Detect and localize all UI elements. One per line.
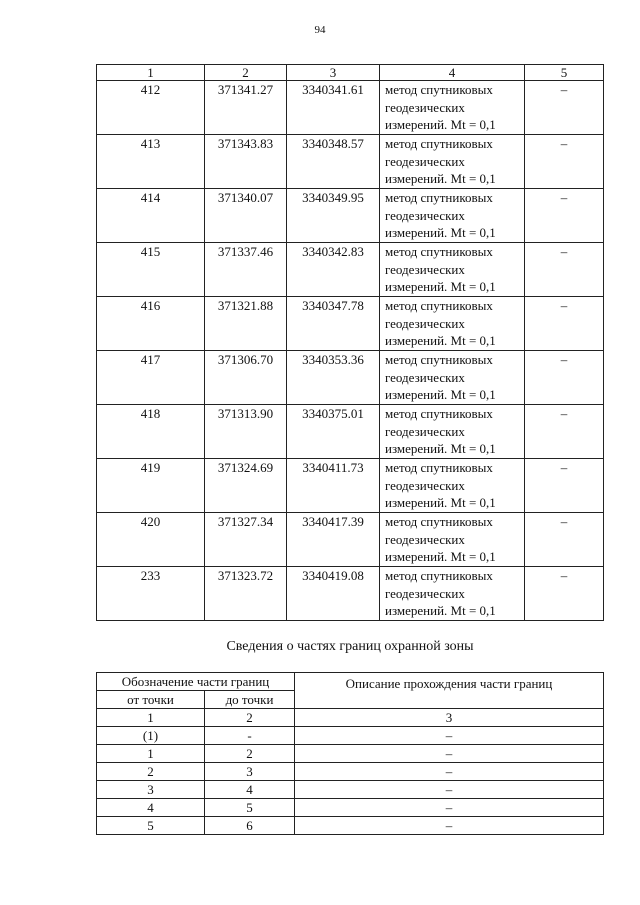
method-line: метод спутниковых (385, 406, 493, 421)
description-cell: – (295, 727, 604, 745)
point-number-cell: 413 (97, 135, 205, 189)
column-number: 3 (295, 709, 604, 727)
coordinates-header-row (97, 65, 604, 81)
y-coordinate-cell: 3340342.83 (287, 243, 380, 297)
method-line: геодезических (385, 261, 465, 277)
table-row (97, 243, 604, 297)
x-coordinate-cell: 371341.27 (205, 81, 287, 135)
point-number-cell: 416 (97, 297, 205, 351)
x-coordinate-cell: 371321.88 (205, 297, 287, 351)
method-line: измерений. Mt = 0,1 (385, 225, 496, 240)
section-title: Сведения о частях границ охранной зоны (226, 639, 474, 654)
description-cell: – (295, 799, 604, 817)
table-row (97, 745, 604, 763)
method-line: измерений. Mt = 0,1 (385, 333, 496, 348)
table-row (97, 81, 604, 135)
description-header: Описание прохождения части границ (295, 673, 604, 709)
method-line: метод спутниковых (385, 244, 493, 259)
method-line: геодезических (385, 369, 465, 385)
point-number-cell: 415 (97, 243, 205, 297)
method-line: измерений. Mt = 0,1 (385, 495, 496, 510)
table-row (97, 781, 604, 799)
method-line: метод спутниковых (385, 298, 493, 313)
point-number-cell: 414 (97, 189, 205, 243)
x-coordinate-cell: 371337.46 (205, 243, 287, 297)
method-line: измерений. Mt = 0,1 (385, 117, 496, 132)
x-coordinate-cell: 371323.72 (205, 567, 287, 621)
point-number-cell: 417 (97, 351, 205, 405)
table-row (97, 297, 604, 351)
table-row (97, 351, 604, 405)
point-number-cell: 233 (97, 567, 205, 621)
column-5-cell: – (525, 297, 604, 351)
method-cell (380, 567, 525, 621)
x-coordinate-cell: 371313.90 (205, 405, 287, 459)
column-5-cell: – (525, 243, 604, 297)
method-line: измерений. Mt = 0,1 (385, 549, 496, 564)
to-point-header: до точки (205, 691, 295, 709)
to-point-cell: 5 (205, 799, 295, 817)
header-col-3: 3 (287, 65, 380, 81)
method-cell (380, 459, 525, 513)
x-coordinate-cell: 371306.70 (205, 351, 287, 405)
column-5-cell: – (525, 135, 604, 189)
column-number: 1 (97, 709, 205, 727)
column-number: 2 (205, 709, 295, 727)
column-5-cell: – (525, 513, 604, 567)
parts-numbers-row (97, 709, 604, 727)
coordinates-body (97, 81, 604, 621)
from-point-cell: 5 (97, 817, 205, 835)
y-coordinate-cell: 3340417.39 (287, 513, 380, 567)
column-5-cell: – (525, 189, 604, 243)
method-line: метод спутниковых (385, 514, 493, 529)
description-cell: – (295, 817, 604, 835)
method-line: измерений. Mt = 0,1 (385, 171, 496, 186)
method-line: геодезических (385, 423, 465, 439)
y-coordinate-cell: 3340353.36 (287, 351, 380, 405)
y-coordinate-cell: 3340411.73 (287, 459, 380, 513)
column-5-cell: – (525, 81, 604, 135)
table-row (97, 513, 604, 567)
description-cell: – (295, 763, 604, 781)
point-number-cell: 412 (97, 81, 205, 135)
method-line: метод спутниковых (385, 136, 493, 151)
point-number-cell: 418 (97, 405, 205, 459)
from-point-header: от точки (97, 691, 205, 709)
to-point-cell: - (205, 727, 295, 745)
y-coordinate-cell: 3340375.01 (287, 405, 380, 459)
table-row (97, 189, 604, 243)
method-line: измерений. Mt = 0,1 (385, 387, 496, 402)
table-row (97, 799, 604, 817)
header-col-1: 1 (97, 65, 205, 81)
x-coordinate-cell: 371343.83 (205, 135, 287, 189)
from-point-cell: (1) (97, 727, 205, 745)
column-5-cell: – (525, 351, 604, 405)
description-cell: – (295, 781, 604, 799)
method-cell (380, 81, 525, 135)
method-line: измерений. Mt = 0,1 (385, 441, 496, 456)
to-point-cell: 6 (205, 817, 295, 835)
from-point-cell: 3 (97, 781, 205, 799)
y-coordinate-cell: 3340419.08 (287, 567, 380, 621)
method-cell (380, 135, 525, 189)
method-line: метод спутниковых (385, 82, 493, 97)
method-line: геодезических (385, 315, 465, 331)
column-5-cell: – (525, 459, 604, 513)
method-cell (380, 243, 525, 297)
method-cell (380, 405, 525, 459)
header-col-5: 5 (525, 65, 604, 81)
table-row (97, 817, 604, 835)
table-row (97, 405, 604, 459)
method-line: геодезических (385, 207, 465, 223)
header-col-4: 4 (380, 65, 525, 81)
table-row (97, 135, 604, 189)
x-coordinate-cell: 371324.69 (205, 459, 287, 513)
method-cell (380, 297, 525, 351)
to-point-cell: 4 (205, 781, 295, 799)
method-line: геодезических (385, 585, 465, 601)
group-header: Обозначение части границ (97, 673, 295, 691)
method-line: геодезических (385, 153, 465, 169)
y-coordinate-cell: 3340348.57 (287, 135, 380, 189)
point-number-cell: 420 (97, 513, 205, 567)
method-line: измерений. Mt = 0,1 (385, 603, 496, 618)
method-cell (380, 189, 525, 243)
table-row (97, 459, 604, 513)
y-coordinate-cell: 3340341.61 (287, 81, 380, 135)
method-line: метод спутниковых (385, 352, 493, 367)
x-coordinate-cell: 371327.34 (205, 513, 287, 567)
x-coordinate-cell: 371340.07 (205, 189, 287, 243)
method-line: геодезических (385, 477, 465, 493)
from-point-cell: 1 (97, 745, 205, 763)
boundary-parts-table (96, 672, 604, 835)
method-line: метод спутниковых (385, 568, 493, 583)
method-line: измерений. Mt = 0,1 (385, 279, 496, 294)
from-point-cell: 2 (97, 763, 205, 781)
column-5-cell: – (525, 405, 604, 459)
parts-group-header-row (97, 673, 604, 691)
method-cell (380, 513, 525, 567)
to-point-cell: 3 (205, 763, 295, 781)
coordinates-table (96, 64, 604, 621)
table-row (97, 763, 604, 781)
table-row (97, 567, 604, 621)
method-line: метод спутниковых (385, 190, 493, 205)
method-line: геодезических (385, 531, 465, 547)
to-point-cell: 2 (205, 745, 295, 763)
from-point-cell: 4 (97, 799, 205, 817)
y-coordinate-cell: 3340349.95 (287, 189, 380, 243)
page-number: 94 (314, 24, 326, 36)
column-5-cell: – (525, 567, 604, 621)
method-cell (380, 351, 525, 405)
method-line: геодезических (385, 99, 465, 115)
y-coordinate-cell: 3340347.78 (287, 297, 380, 351)
method-line: метод спутниковых (385, 460, 493, 475)
header-col-2: 2 (205, 65, 287, 81)
point-number-cell: 419 (97, 459, 205, 513)
table-row (97, 727, 604, 745)
description-cell: – (295, 745, 604, 763)
